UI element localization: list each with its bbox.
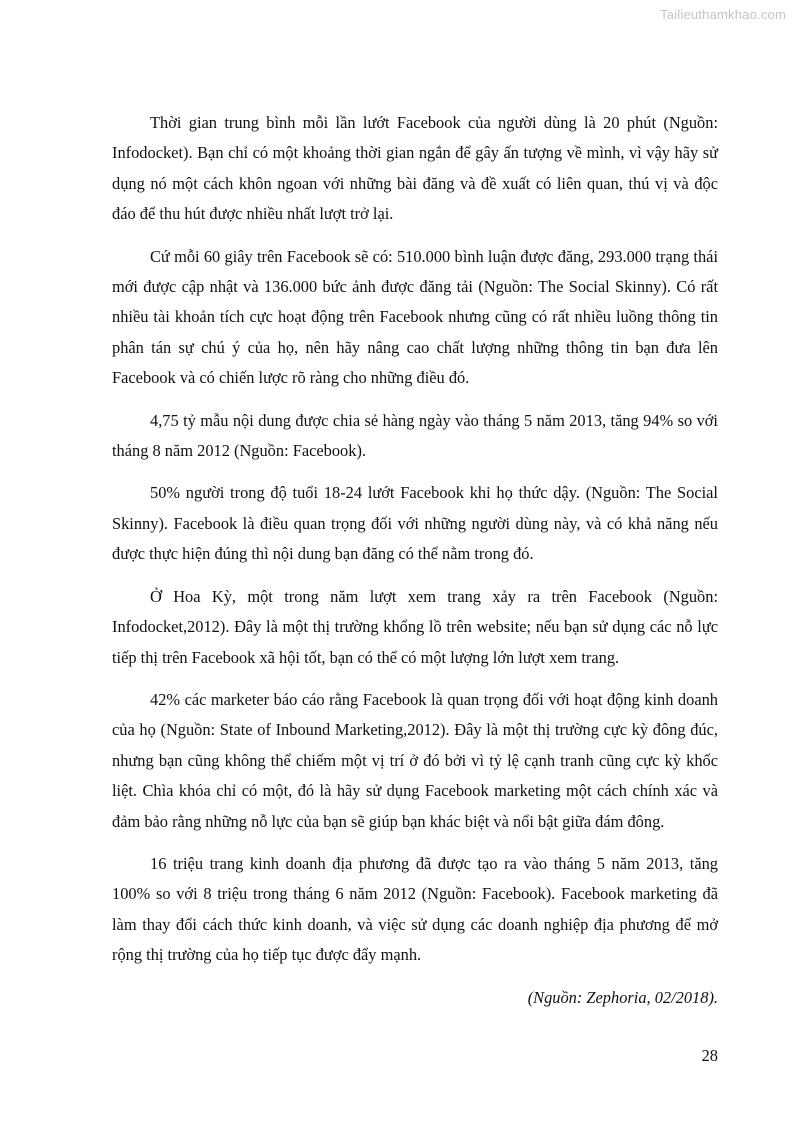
watermark: Tailieuthamkhao.com: [660, 7, 786, 22]
paragraph-marketers: 42% các marketer báo cáo rằng Facebook là quan trọng đối với hoạt động kinh doanh của họ (Nguồn: State of Inbound Marketing,2012). Đây là một thị trường cực kỳ đông đúc, nhưng bạn cũng không thể chiếm một vị trí ở đó bởi vì tỷ lệ cạnh tranh cũng cực kỳ khốc liệt. Chìa khóa chỉ có một, đó là hãy sử dụng Facebook marketing một cách chính xác và đảm bảo rằng những nỗ lực của bạn sẽ giúp bạn khác biệt và nổi bật giữa đám đông.: [112, 689, 718, 831]
page-number: 28: [701, 1046, 718, 1065]
paragraph-local-business-pages: 16 triệu trang kinh doanh địa phương đã được tạo ra vào tháng 5 năm 2013, tăng 100% so với 8 triệu trong tháng 6 năm 2012 (Nguồn: Facebook). Facebook marketing đã làm thay đổi cách thức kinh doanh, và việc sử dụng các doanh nghiệp địa phương để mở rộng thị trường của họ tiếp tục được đẩy mạnh.: [112, 853, 718, 965]
paragraph-per-60-seconds: Cứ mỗi 60 giây trên Facebook sẽ có: 510.000 bình luận được đăng, 293.000 trạng thái mới được cập nhật và 136.000 bức ảnh được đăng tải (Nguồn: The Social Skinny). Có rất nhiều tài khoản tích cực hoạt động trên Facebook nhưng cũng có rất nhiều luồng thông tin phân tán sự chú ý của họ, nên hãy nâng cao chất lượng những thông tin bạn đưa lên Facebook và có chiến lược rõ ràng cho những điều đó.: [112, 246, 718, 388]
source-note: (Nguồn: Zephoria, 02/2018).: [527, 987, 718, 1007]
document-body: [112, 108, 718, 1013]
paragraph-us-page-views: Ở Hoa Kỳ, một trong năm lượt xem trang xảy ra trên Facebook (Nguồn: Infodocket,2012). Đây là một thị trường khổng lồ trên website; nếu bạn sử dụng các nỗ lực tiếp thị trên Facebook xã hội tốt, bạn có thể có một lượng lớn lượt xem trang.: [112, 586, 718, 667]
paragraph-content-shared: 4,75 tỷ mẫu nội dung được chia sẻ hàng ngày vào tháng 5 năm 2013, tăng 94% so với tháng 8 năm 2012 (Nguồn: Facebook).: [112, 410, 718, 461]
paragraph-average-time: Thời gian trung bình mỗi lần lướt Facebook của người dùng là 20 phút (Nguồn: Infodocket). Bạn chỉ có một khoảng thời gian ngắn để gây ấn tượng về mình, vì vậy hãy sử dụng nó một cách khôn ngoan với những bài đăng và đề xuất có liên quan, thú vị và độc đáo để thu hút được nhiều nhất lượt trở lại.: [112, 113, 718, 224]
paragraph-age-18-24: 50% người trong độ tuổi 18-24 lướt Facebook khi họ thức dậy. (Nguồn: The Social Skinny). Facebook là điều quan trọng đối với những người dùng này, và có khả năng nếu được thực hiện đúng thì nội dung bạn đăng có thể nằm trong đó.: [112, 483, 718, 564]
